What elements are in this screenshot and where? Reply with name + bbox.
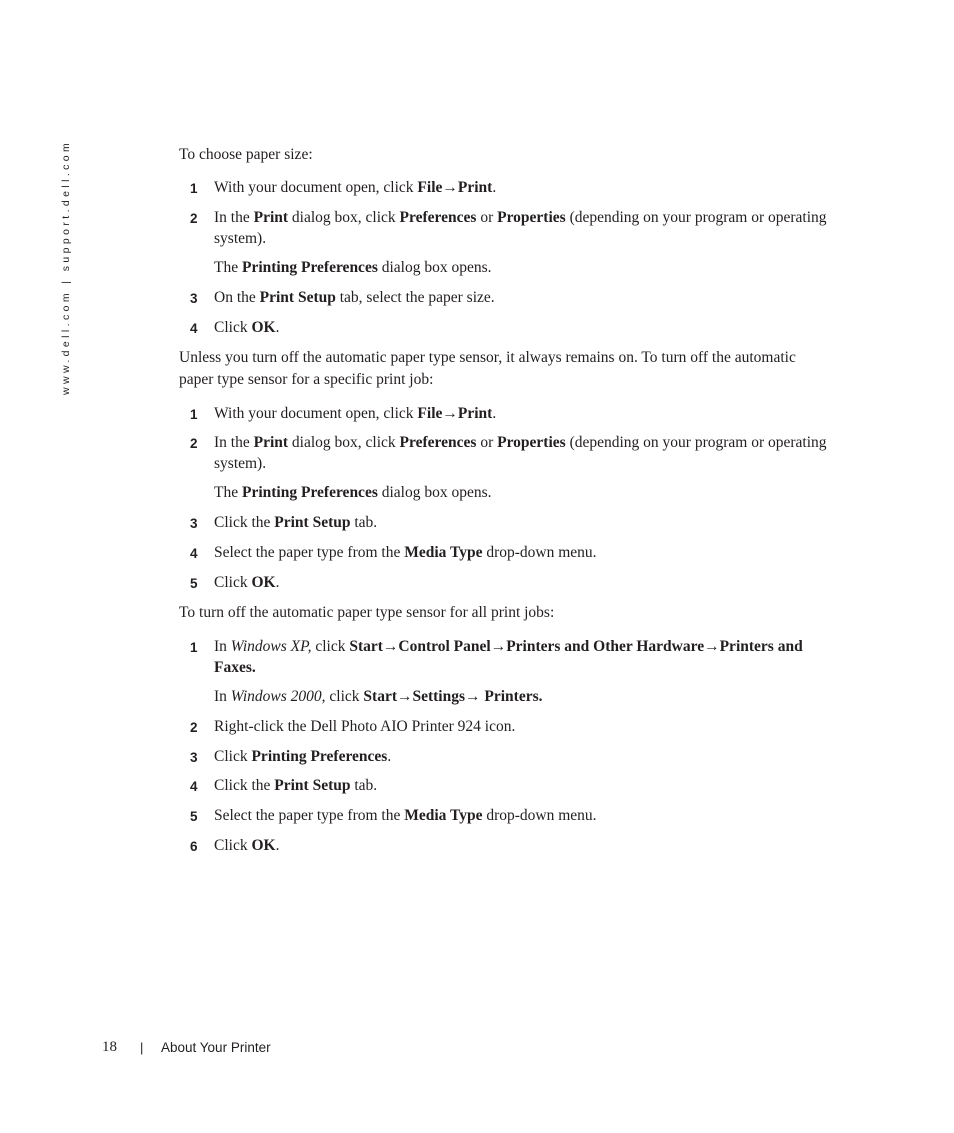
footer-divider: | <box>140 1040 144 1055</box>
step-number: 3 <box>190 750 198 765</box>
step-text: In Windows XP, click Start→Control Panel→Printers and Other Hardware→Printers and Faxes. <box>214 638 803 676</box>
list-item <box>190 776 840 797</box>
step-number: 5 <box>190 576 198 591</box>
list-item <box>190 208 840 249</box>
step-text: With your document open, click File→Print. <box>214 179 497 196</box>
list-item <box>190 433 840 474</box>
step-number: 1 <box>190 640 198 655</box>
list-item <box>190 404 840 425</box>
step-number: 1 <box>190 181 198 196</box>
step-note: The Printing Preferences dialog box opens. <box>214 259 492 276</box>
list-item <box>190 836 840 857</box>
step-text: Click OK. <box>214 837 280 854</box>
list-item <box>190 573 840 594</box>
step-number: 1 <box>190 407 198 422</box>
step-text: Select the paper type from the Media Type drop-down menu. <box>214 807 597 824</box>
list-item <box>190 747 840 768</box>
list-item <box>190 288 840 309</box>
step-number: 4 <box>190 779 198 794</box>
step-note: In Windows 2000, click Start→Settings→ Printers. <box>214 688 543 705</box>
step-text: Click OK. <box>214 319 280 336</box>
list-item <box>190 806 840 827</box>
step-text: Click the Print Setup tab. <box>214 777 378 794</box>
step-text: On the Print Setup tab, select the paper size. <box>214 289 495 306</box>
step-text: With your document open, click File→Print. <box>214 405 497 422</box>
list-item <box>190 543 840 564</box>
intro-specific-job: Unless you turn off the automatic paper type sensor, it always remains on. To turn off the automatic paper type sensor for a specific print job: <box>179 349 796 388</box>
step-number: 5 <box>190 809 198 824</box>
step-text: Right-click the Dell Photo AIO Printer 924 icon. <box>214 718 516 735</box>
step-note: The Printing Preferences dialog box opens. <box>214 484 492 501</box>
step-number: 4 <box>190 321 198 336</box>
step-text: In the Print dialog box, click Preferences or Properties (depending on your program or operating system). <box>214 434 827 472</box>
step-text: Select the paper type from the Media Type drop-down menu. <box>214 544 597 561</box>
step-number: 3 <box>190 516 198 531</box>
intro-paper-size: To choose paper size: <box>179 146 313 163</box>
step-text: Click the Print Setup tab. <box>214 514 378 531</box>
section-title: About Your Printer <box>161 1040 271 1055</box>
side-url: www.dell.com | support.dell.com <box>60 139 72 395</box>
list-item <box>190 513 840 534</box>
step-text: In the Print dialog box, click Preferences or Properties (depending on your program or operating system). <box>214 209 827 247</box>
step-number: 2 <box>190 211 198 226</box>
list-item <box>190 318 840 339</box>
intro-all-jobs: To turn off the automatic paper type sensor for all print jobs: <box>179 604 555 621</box>
list-item <box>190 178 840 199</box>
step-text: Click OK. <box>214 574 280 591</box>
list-item <box>190 637 840 678</box>
step-number: 3 <box>190 291 198 306</box>
list-item <box>190 717 840 738</box>
step-number: 2 <box>190 720 198 735</box>
step-text: Click Printing Preferences. <box>214 748 392 765</box>
page-number: 18 <box>102 1039 117 1055</box>
step-number: 6 <box>190 839 198 854</box>
step-number: 2 <box>190 436 198 451</box>
step-number: 4 <box>190 546 198 561</box>
